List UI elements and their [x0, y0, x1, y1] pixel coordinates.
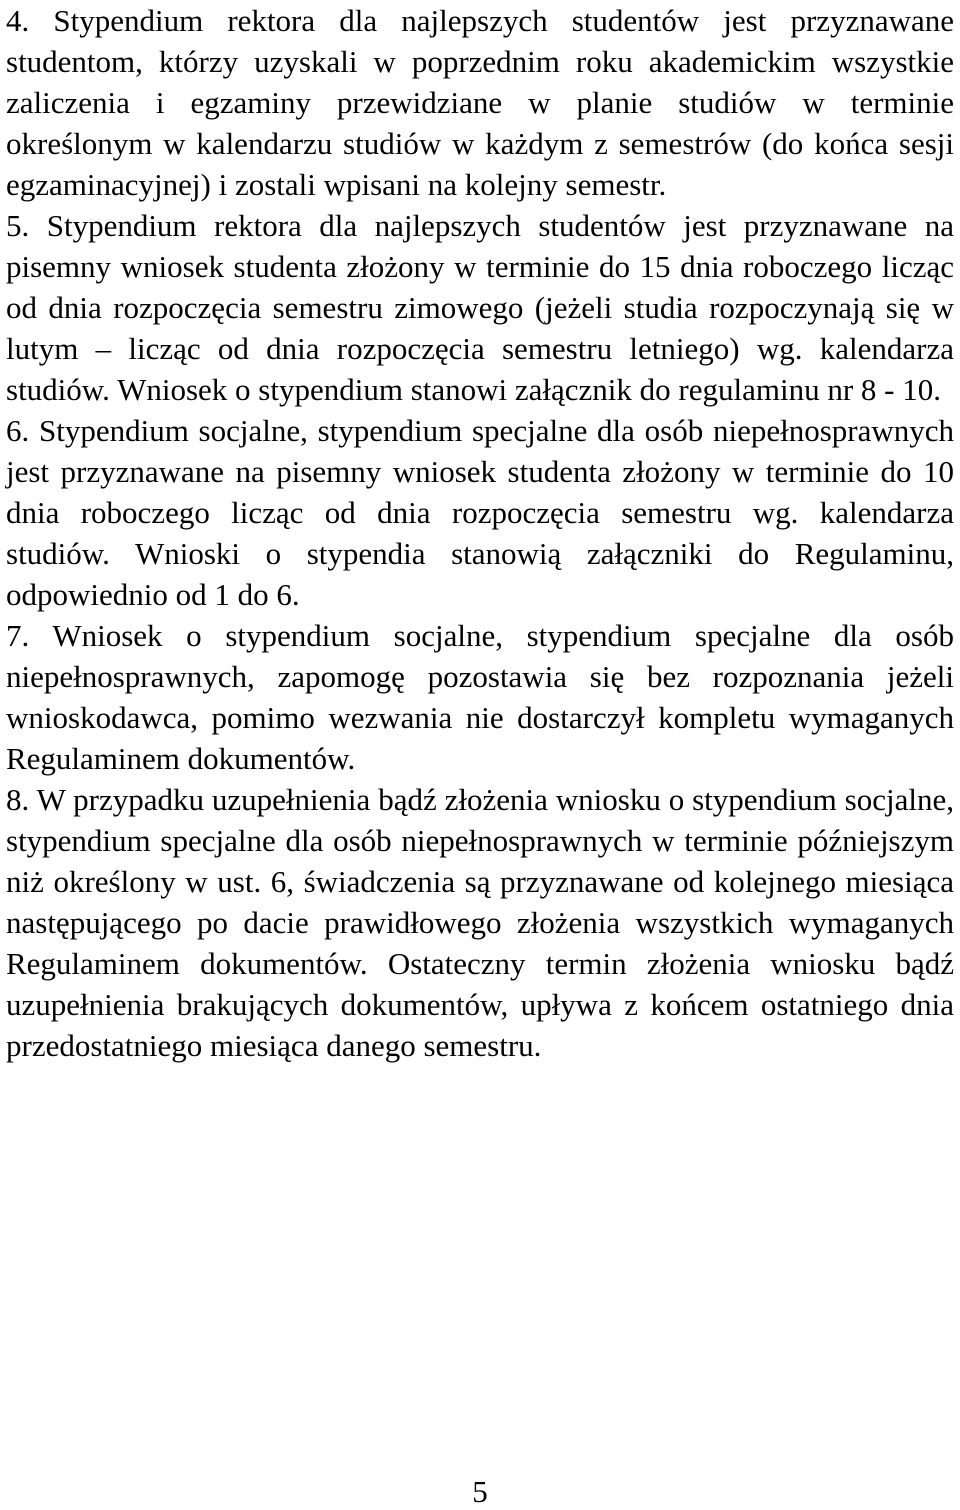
page-number: 5: [472, 1474, 488, 1509]
paragraph-5: 5. Stypendium rektora dla najlepszych studentów jest przyznawane na pisemny wniosek studenta złożony w terminie do 15 dnia roboczego licząc od dnia rozpoczęcia semestru zimowego (jeżeli studia rozpoczynają się w lutym – licząc od dnia rozpoczęcia semestru letniego) wg. kalendarza studiów. Wniosek o stypendium stanowi załącznik do regulaminu nr 8 - 10.: [6, 208, 954, 407]
paragraph-7: 7. Wniosek o stypendium socjalne, stypendium specjalne dla osób niepełnosprawnych, zapomogę pozostawia się bez rozpoznania jeżeli wnioskodawca, pomimo wezwania nie dostarczył kompletu wymaganych Regulaminem dokumentów.: [6, 618, 954, 776]
paragraph-4: 4. Stypendium rektora dla najlepszych studentów jest przyznawane studentom, którzy uzyskali w poprzednim roku akademickim wszystkie zaliczenia i egzaminy przewidziane w planie studiów w terminie określonym w kalendarzu studiów w każdym z semestrów (do końca sesji egzaminacyjnej) i zostali wpisani na kolejny semestr.: [6, 3, 954, 202]
document-body: [6, 0, 954, 1066]
paragraph-6: 6. Stypendium socjalne, stypendium specjalne dla osób niepełnosprawnych jest przyznawane na pisemny wniosek studenta złożony w terminie do 10 dnia roboczego licząc od dnia rozpoczęcia semestru wg. kalendarza studiów. Wnioski o stypendia stanowią załączniki do Regulaminu, odpowiednio od 1 do 6.: [6, 413, 954, 612]
paragraph-8: 8. W przypadku uzupełnienia bądź złożenia wniosku o stypendium socjalne, stypendium specjalne dla osób niepełnosprawnych w terminie późniejszym niż określony w ust. 6, świadczenia są przyznawane od kolejnego miesiąca następującego po dacie prawidłowego złożenia wszystkich wymaganych Regulaminem dokumentów. Ostateczny termin złożenia wniosku bądź uzupełnienia brakujących dokumentów, upływa z końcem ostatniego dnia przedostatniego miesiąca danego semestru.: [6, 782, 954, 1063]
